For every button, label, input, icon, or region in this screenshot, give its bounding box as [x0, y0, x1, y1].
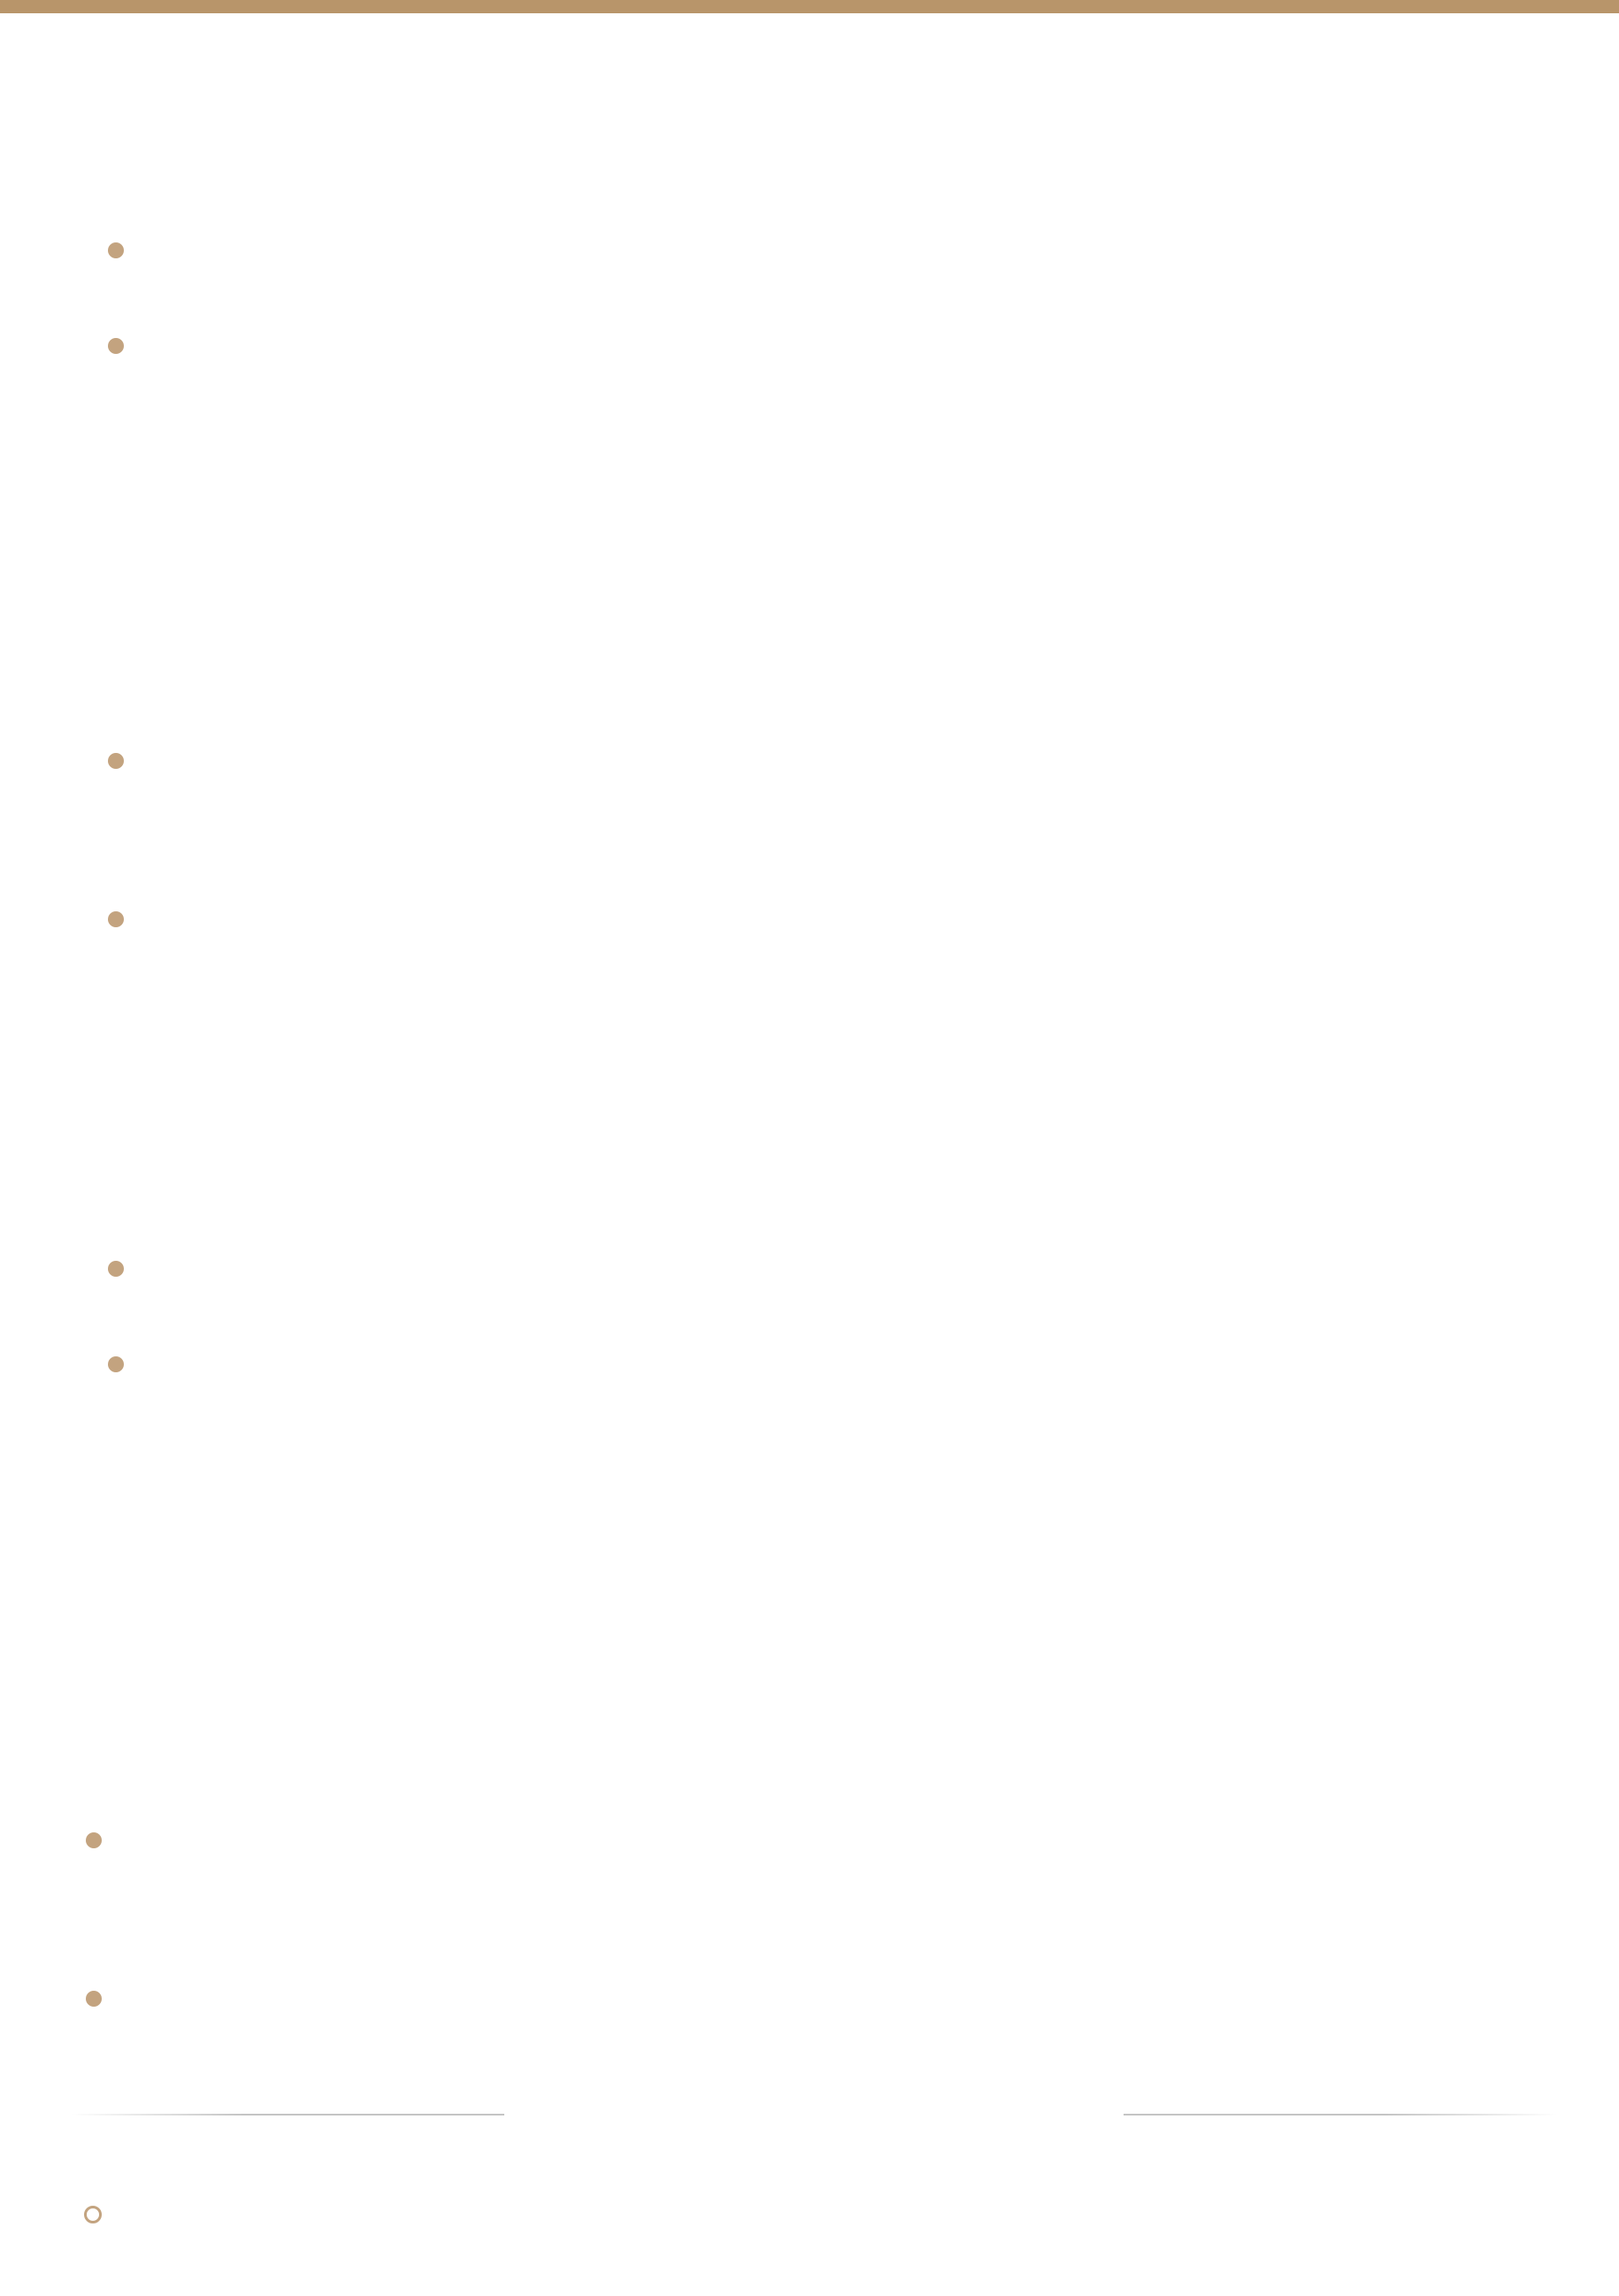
bullet-dot-icon [108, 242, 124, 258]
bullet-ring-icon [84, 2206, 102, 2223]
bullet-dot-icon [86, 1832, 102, 1848]
bullet-dot-icon [108, 1356, 124, 1372]
bullet-dot-icon [108, 1261, 124, 1277]
bullet-dot-icon [108, 338, 124, 354]
bullet-dot-icon [108, 911, 124, 927]
top-accent-bar [0, 0, 1619, 13]
bullet-dot-icon [86, 1991, 102, 2007]
divider-line [1124, 2114, 1557, 2116]
bullet-dot-icon [108, 753, 124, 769]
you-are-here-divider [71, 2088, 1557, 2141]
divider-line [71, 2114, 504, 2116]
